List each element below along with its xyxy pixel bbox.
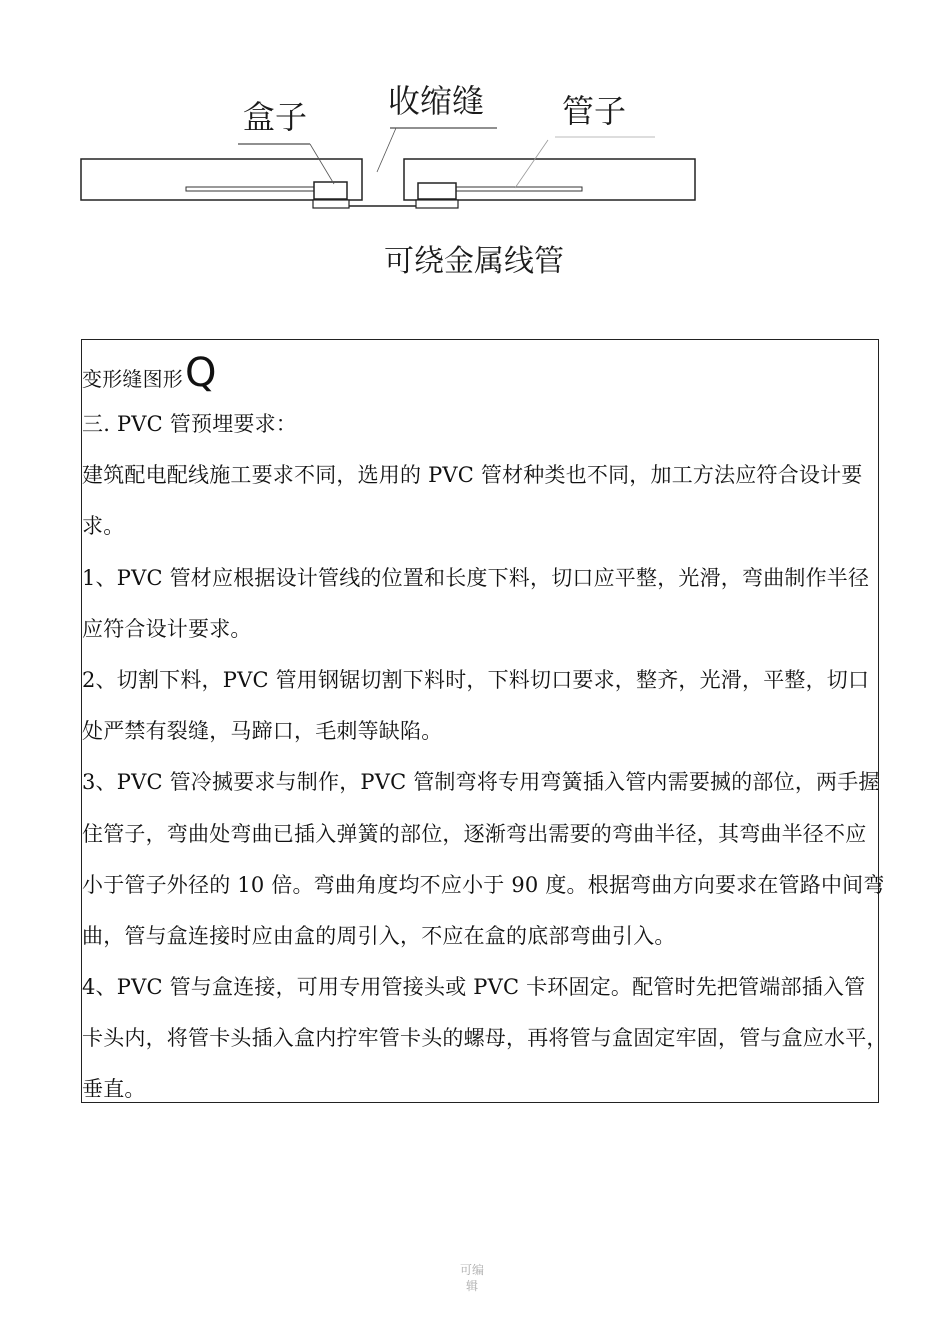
text-line: 2、切割下料，PVC 管用钢锯切割下料时，下料切口要求，整齐，光滑，平整，切口 — [82, 668, 870, 692]
text-line: 卡头内，将管卡头插入盒内拧牢管卡头的螺母，再将管与盒固定牢固，管与盒应水平， — [82, 1026, 888, 1050]
text-line: 1、PVC 管材应根据设计管线的位置和长度下料，切口应平整，光滑，弯曲制作半径 — [82, 566, 870, 590]
pvc-requirements-box — [81, 339, 888, 1103]
text-line: 4、PVC 管与盒连接，可用专用管接头或 PVC 卡环固定。配管时先把管端部插入管 — [82, 975, 866, 999]
pipe-label: 管子 — [562, 92, 627, 130]
box-label: 盒子 — [243, 98, 308, 136]
left-base-plate — [313, 200, 349, 208]
right-box — [418, 183, 456, 199]
text-line: 求。 — [82, 514, 125, 538]
diagram-caption: 可绕金属线管 — [384, 244, 564, 279]
heading-text: 变形缝图形 — [82, 367, 183, 391]
text-line: 建筑配电配线施工要求不同，选用的 PVC 管材种类也不同，加工方法应符合设计要 — [82, 463, 863, 487]
diagram-drawing — [0, 0, 950, 330]
joint-leader-line — [377, 128, 396, 172]
footer-line-1: 可编 — [459, 1263, 484, 1277]
text-line: 三. PVC 管预埋要求： — [82, 412, 297, 436]
text-line: 3、PVC 管冷搣要求与制作，PVC 管制弯将专用弯簧插入管内需要搣的部位，两手握 — [82, 770, 880, 794]
left-box — [314, 182, 347, 199]
expansion-joint-label: 收缩缝 — [388, 82, 485, 120]
footer-line-2: 辑 — [465, 1279, 478, 1293]
section-heading — [82, 350, 882, 396]
text-line: 住管子，弯曲处弯曲已插入弹簧的部位，逐渐弯出需要的弯曲半径，其弯曲半径不应 — [82, 822, 867, 846]
left-pipe — [186, 187, 314, 191]
text-line: 小于管子外径的 10 倍。弯曲角度均不应小于 90 度。根据弯曲方向要求在管路中间弯 — [82, 873, 885, 897]
box-leader-line — [310, 144, 334, 184]
text-line: 垂直。 — [82, 1077, 146, 1101]
right-pipe — [456, 187, 582, 191]
text-line: 处严禁有裂缝，马蹄口，毛刺等缺陷。 — [82, 719, 443, 743]
text-line: 应符合设计要求。 — [82, 617, 252, 641]
footer-watermark — [452, 1262, 492, 1294]
text-line: 曲，管与盒连接时应由盒的周引入，不应在盒的底部弯曲引入。 — [82, 924, 676, 948]
pipe-leader-line — [515, 140, 548, 188]
right-base-plate — [416, 200, 458, 208]
expansion-joint-diagram — [0, 0, 950, 330]
heading-mark: Q — [185, 350, 217, 396]
